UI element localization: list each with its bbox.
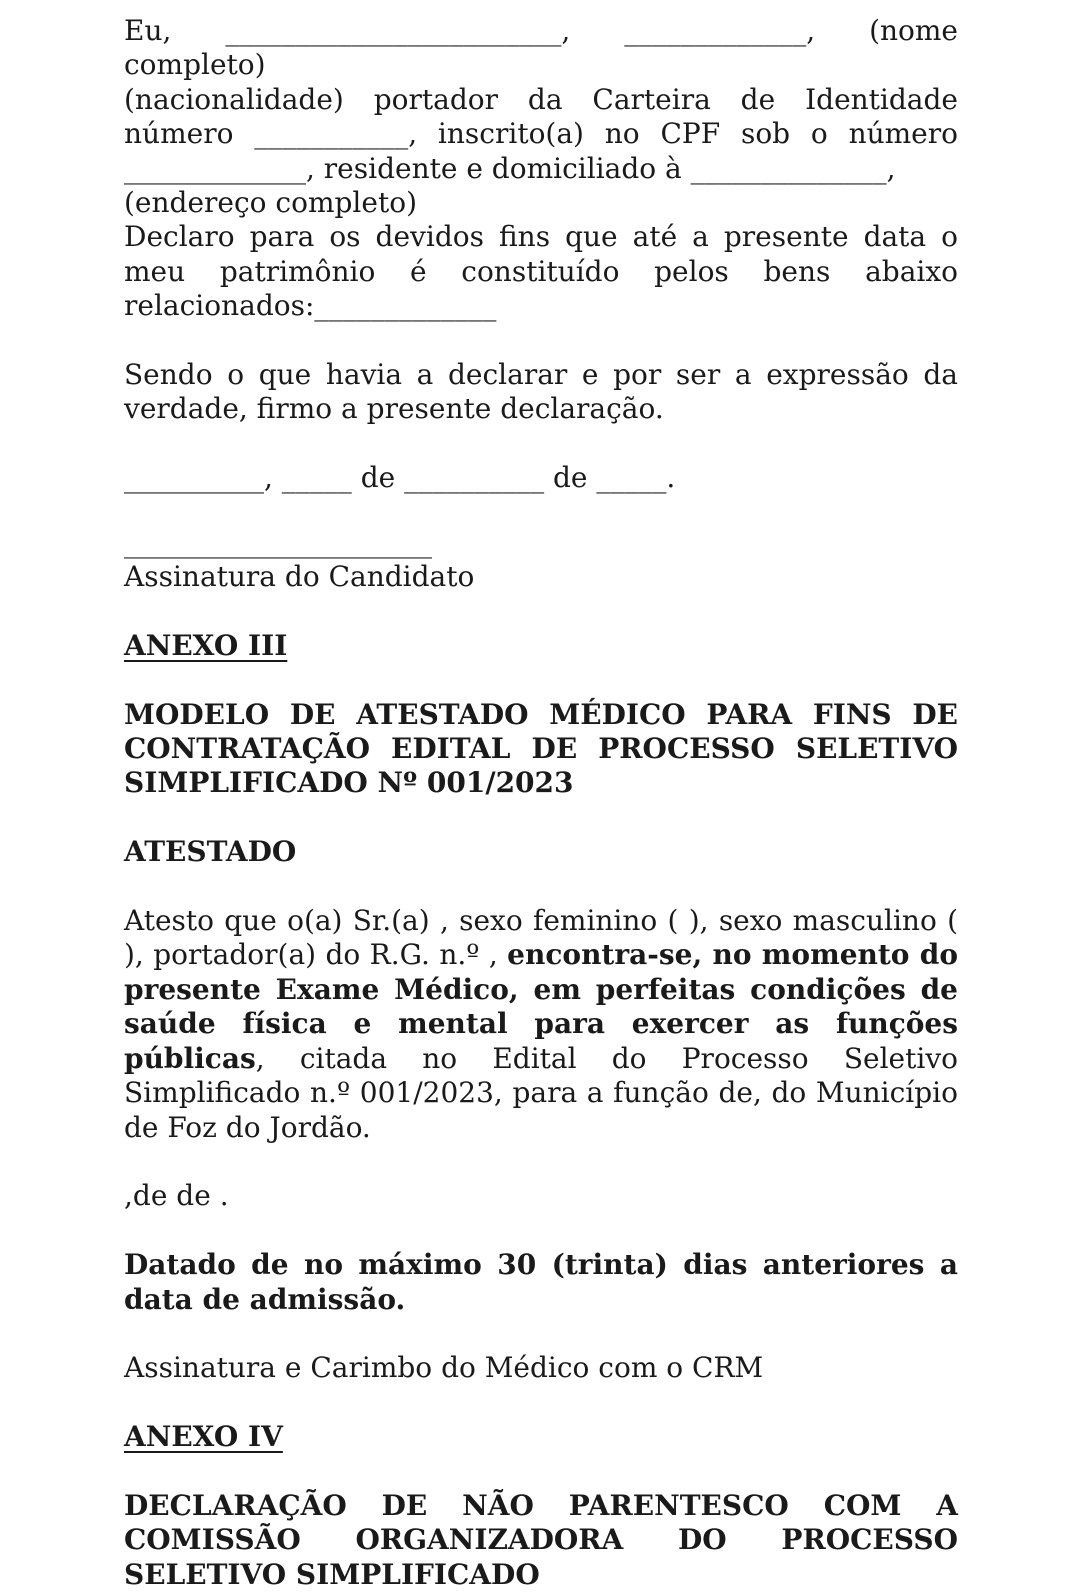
atestado-body [124, 904, 958, 1145]
identificacao-linha-3: número ___________, inscrito(a) no CPF sob o número [124, 117, 958, 151]
anexo-iii-title: ANEXO III [124, 628, 288, 662]
atestado-date-line: ,de de . [124, 1179, 229, 1213]
atestado-body-intro: Atesto que o(a) Sr.(a) , sexo feminino ( ), sexo masculino ( ), portador(a) do R.G. n.º , [124, 904, 958, 972]
atestado-body-end: , citada no Edital do Processo Seletivo Simplificado n.º 001/2023, para a função de, do Município de Foz do Jordão. [124, 1041, 958, 1144]
atestado-notice: Datado de no máximo 30 (trinta) dias anteriores a data de admissão. [124, 1248, 958, 1316]
atestado-body-bold: encontra-se, no momento do presente Exame Médico, em perfeitas condições de saúde física e mental para exercer as funções públicas [124, 938, 958, 1075]
anexo-iii-subtitle: MODELO DE ATESTADO MÉDICO PARA FINS DE CONTRATAÇÃO EDITAL DE PROCESSO SELETIVO SIMPLIFICADO Nº 001/2023 [124, 697, 958, 800]
identificacao-linha-5: (endereço completo) [124, 186, 417, 220]
identificacao-linha-1: Eu, ________________________, _____________, (nome completo) [124, 14, 958, 82]
atestado-heading: ATESTADO [124, 835, 297, 869]
paragrafo-bens: Declaro para os devidos fins que até a presente data o meu patrimônio é constituído pelos bens abaixo relacionados:_____________ [124, 220, 958, 323]
local-data-linha: __________, _____ de __________ de _____. [124, 461, 676, 495]
anexo-iv-subtitle: DECLARAÇÃO DE NÃO PARENTESCO COM A COMISSÃO ORGANIZADORA DO PROCESSO SELETIVO SIMPLIFICADO [124, 1488, 958, 1591]
document-page [124, 14, 958, 1592]
declaracao-identificacao [124, 14, 958, 220]
signature-line: ______________________ [124, 525, 432, 559]
paragrafo-fecho: Sendo o que havia a declarar e por ser a expressão da verdade, firmo a presente declaração. [124, 358, 958, 426]
anexo-iv-title: ANEXO IV [124, 1420, 283, 1454]
signature-label: Assinatura do Candidato [124, 560, 475, 594]
identificacao-linha-2: (nacionalidade) portador da Carteira de Identidade [124, 82, 958, 116]
identificacao-linha-4: _____________, residente e domiciliado à ______________, [124, 151, 896, 185]
medico-signature-label: Assinatura e Carimbo do Médico com o CRM [124, 1351, 764, 1385]
